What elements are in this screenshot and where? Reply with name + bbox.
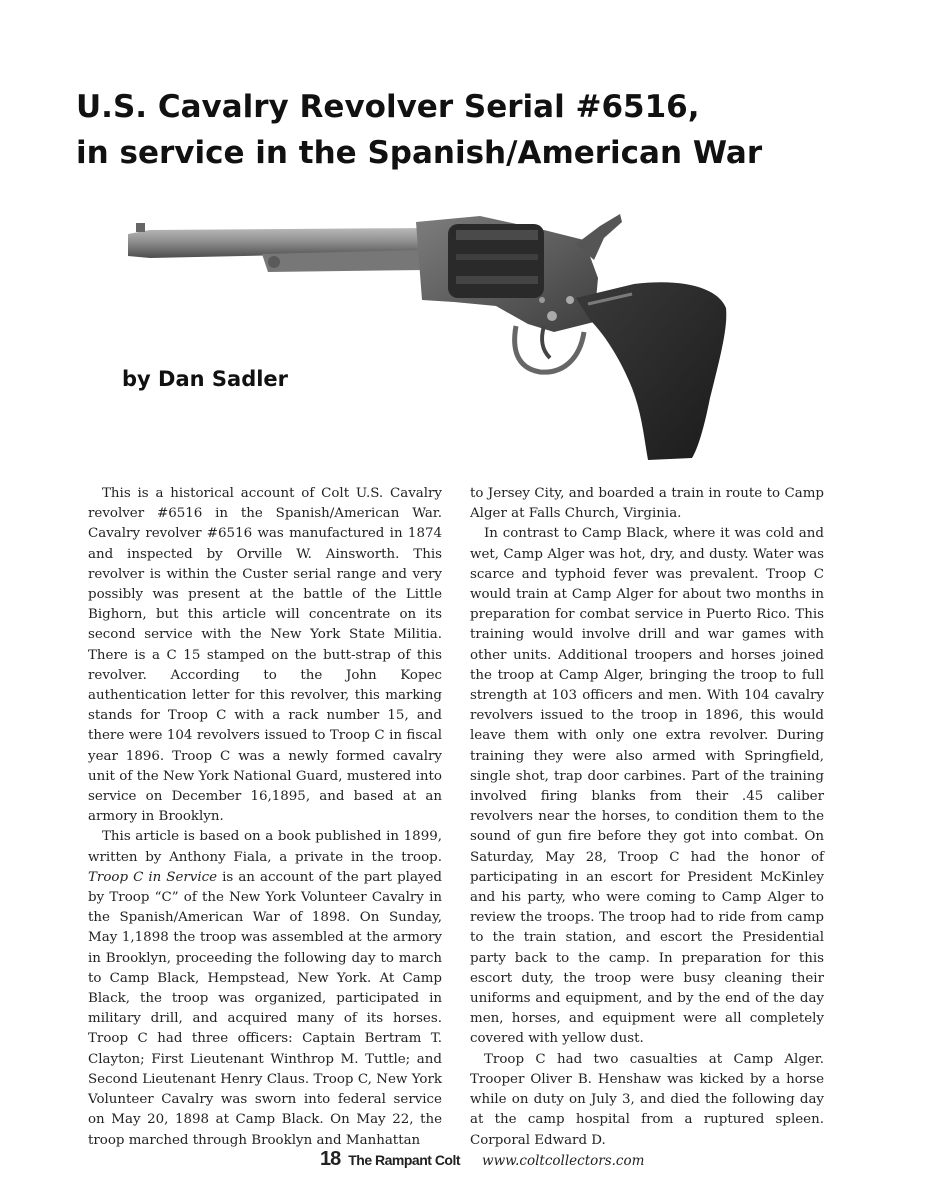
paragraph: Troop C had two casualties at Camp Alger. Trooper Oliver B. Henshaw was kicked by a horse while on duty on July 3, and died the following day at the camp hospital from a ruptured spleen. Corporal Edward D. <box>470 1051 824 1148</box>
book-title: Troop C in Service <box>88 869 218 885</box>
title-line-2: in service in the Spanish/American War <box>76 135 763 171</box>
page-number: 18 <box>320 1148 341 1170</box>
paragraph-text: is an account of the part played by Troop “C” of the New York Volunteer Cavalry in the Spanish/American War of 1898. On Sunday, May 1,1898 the troop was assembled at the armory in Brooklyn, proceeding the following day to march to Camp Black, Hempstead, New York. At Camp Black, the troop was organized, participated in military drill, and acquired many of its horses. Troop C had three officers: Captain Bertram T. Clayton; First Lieutenant Winthrop M. Tuttle; and Second Lieutenant Henry Claus. Troop C, New York Volunteer Cavalry was sworn into federal service on May 20, 1898 at Camp Black. On May 22, the troop marched through Brooklyn and Manhattan <box>88 869 442 1148</box>
paragraph: In contrast to Camp Black, where it was cold and wet, Camp Alger was hot, dry, and dusty. Water was scarce and typhoid fever was prevalent. Troop C would train at Camp Alger for about two months in preparation for combat service in Puerto Rico. This training would involve drill and war games with other units. Additional troopers and horses joined the troop at Camp Alger, bringing the troop to full strength at 103 officers and men. With 104 cavalry revolvers issued to the troop in 1896, this would leave them with only one extra revolver. During training they were also armed with Springfield, single shot, trap door carbines. Part of the training involved firing blanks from their .45 caliber revolvers near the horses, to condition them to the sound of gun fire before they got into combat. On Saturday, May 28, Troop C had the honor of participating in an escort for President McKinley and his party, who were coming to Camp Alger to review the troops. The troop had to ride from camp to the train station, and escort the Presidential party back to the camp. In preparation for this escort duty, the troop were busy cleaning their uniforms and equipment, and by the end of the day men, horses, and equipment were all completely covered with yellow dust. <box>470 526 824 1047</box>
title-line-1: U.S. Cavalry Revolver Serial #6516, <box>76 89 700 125</box>
byline: by Dan Sadler <box>122 367 289 391</box>
magazine-name: The Rampant Colt <box>348 1152 461 1168</box>
grip <box>576 282 726 460</box>
paragraph-text: This article is based on a book published in 1899, written by Anthony Fiala, a private in the troop. <box>88 829 442 865</box>
website-url: www.coltcollectors.com <box>482 1153 645 1169</box>
text-column-right <box>470 484 824 1151</box>
paragraph: to Jersey City, and boarded a train in route to Camp Alger at Falls Church, Virginia. <box>470 486 824 522</box>
front-sight <box>136 223 145 232</box>
trigger <box>542 326 550 358</box>
article-title <box>76 84 896 176</box>
text-column-left <box>88 484 442 1151</box>
paragraph <box>88 827 442 1150</box>
trigger-guard <box>515 326 584 372</box>
revolver-photo <box>124 208 748 470</box>
page-footer <box>320 1148 644 1171</box>
paragraph: This is a historical account of Colt U.S. Cavalry revolver #6516 in the Spanish/American War. Cavalry revolver #6516 was manufactured in 1874 and inspected by Orville W. Ainsworth. This revolver is within the Custer serial range and very possibly was present at the battle of the Little Bighorn, but this article will concentrate on its second service with the New York State Militia. There is a C 15 stamped on the butt-strap of this revolver. According to the John Kopec authentication letter for this revolver, this marking stands for Troop C with a rack number 15, and there were 104 revolvers issued to Troop C in fiscal year 1896. Troop C was a newly formed cavalry unit of the New York National Guard, mustered into service on December 16,1895, and based at an armory in Brooklyn. <box>88 486 442 825</box>
